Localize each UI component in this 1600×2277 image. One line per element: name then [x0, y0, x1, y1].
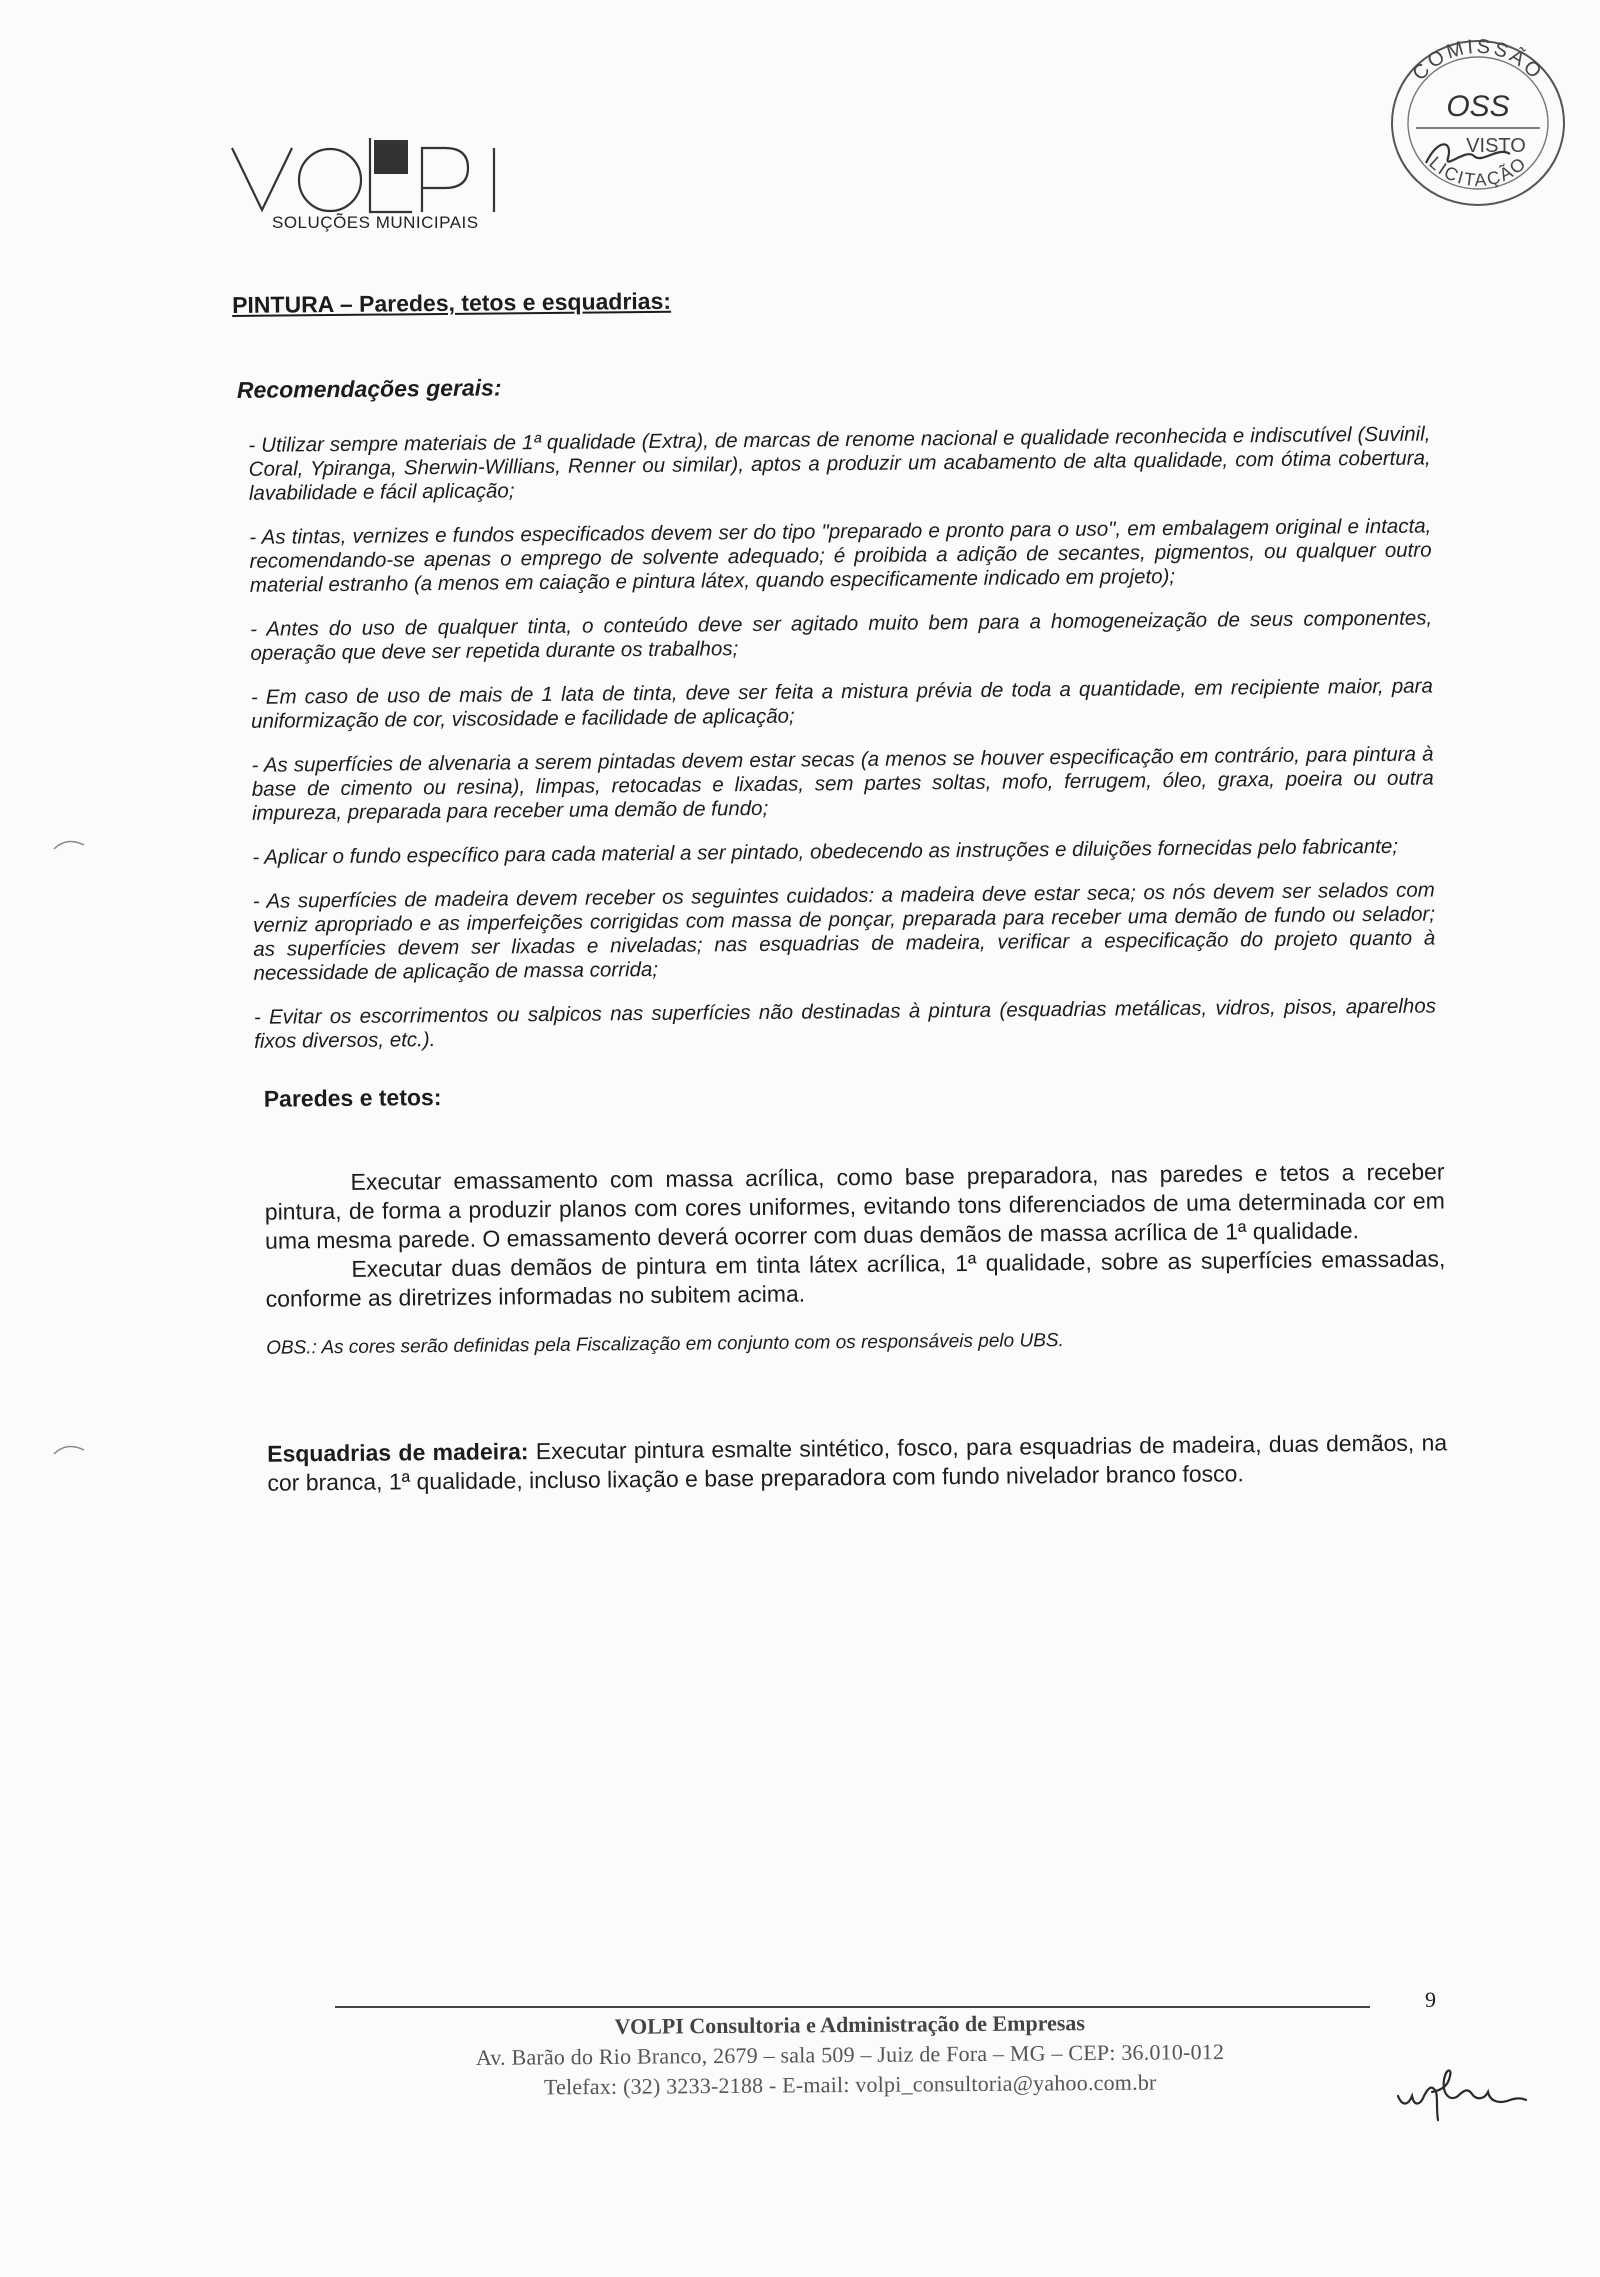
- recommendation-item: - As tintas, vernizes e fundos especificados devem ser do tipo "preparado e pronto para o uso", em embalagem original e intacta, recomendando-se apenas o emprego de solvente adequado; é proibida a adição de secantes, pigmentos, ou qualquer outro material estranho (a menos em caiação e pintura látex, quando especificamente indicado em projeto);: [249, 514, 1432, 597]
- footer: [330, 2006, 1371, 2102]
- walls-ceilings-title: Paredes e tetos:: [263, 1084, 442, 1112]
- walls-paragraph: Executar emassamento com massa acrílica, como base preparadora, nas paredes e tetos a receber pintura, de forma a produzir planos com cores uniformes, evitando tons diferenciados de uma determinada cor em uma mesma parede. O emassamento deverá ocorrer com duas demãos de massa acrílica de 1ª qualidade.: [264, 1158, 1445, 1254]
- observation-note: OBS.: As cores serão definidas pela Fiscalização em conjunto com os responsáveis pelo UBS.: [266, 1330, 1064, 1359]
- recommendation-item: - Antes do uso de qualquer tinta, o conteúdo deve ser agitado muito bem para a homogeneização de seus componentes, operação que deve ser repetida durante os trabalhos;: [250, 606, 1433, 665]
- svg-text:COMISSÃO: COMISSÃO: [1408, 35, 1548, 85]
- commission-stamp: [1378, 28, 1578, 218]
- footer-address: Av. Barão do Rio Branco, 2679 – sala 509 – Juiz de Fora – MG – CEP: 36.010-012: [475, 2039, 1225, 2070]
- handwritten-signature: [1392, 2062, 1532, 2132]
- walls-paragraph: Executar duas demãos de pintura em tinta látex acrílica, 1ª qualidade, sobre as superfícies emassadas, conforme as diretrizes informadas no subitem acima.: [265, 1245, 1446, 1312]
- recommendation-item: - Em caso de uso de mais de 1 lata de tinta, deve ser feita a mistura prévia de toda a quantidade, em recipiente maior, para uniformização de cor, viscosidade e facilidade de aplicação;: [250, 674, 1433, 733]
- wood-frames-label: Esquadrias de madeira:: [267, 1438, 529, 1467]
- svg-text:VISTO: VISTO: [1466, 135, 1526, 157]
- page-number: 9: [1425, 1987, 1436, 2012]
- footer-contact: Telefax: (32) 3233-2188 - E-mail: volpi_consultoria@yahoo.com.br: [543, 2069, 1157, 2100]
- footer-company: VOLPI Consultoria e Administração de Empresas: [614, 2010, 1086, 2039]
- recommendation-item: - Evitar os escorrimentos ou salpicos nas superfícies não destinadas à pintura (esquadrias metálicas, vidros, pisos, aparelhos fixos diversos, etc.).: [253, 994, 1437, 1053]
- section-title: PINTURA – Paredes, tetos e esquadrias:: [232, 287, 672, 318]
- scan-mark: [50, 835, 90, 855]
- scan-mark: [50, 1440, 90, 1460]
- wood-frames-paragraph: [267, 1428, 1448, 1497]
- recommendation-item: - As superfícies de alvenaria a serem pintadas devem estar secas (a menos se houver especificação em contrário, para pintura à base de cimento ou resina), limpas, retocadas e lixadas, sem partes soltas, mofo, ferrugem, óleo, graxa, poeira ou outra impureza, preparada para receber uma demão de fundo;: [251, 742, 1434, 825]
- svg-text:OSS: OSS: [1446, 90, 1510, 123]
- svg-text:LICITAÇÃO: LICITAÇÃO: [1425, 152, 1531, 191]
- wood-frames-text: Executar pintura esmalte sintético, fosco, para esquadrias de madeira, duas demãos, na cor branca, 1ª qualidade, incluso lixação e base preparadora com fundo nivelador branco fosco.: [267, 1429, 1448, 1496]
- recommendation-item: - Utilizar sempre materiais de 1ª qualidade (Extra), de marcas de renome nacional e qualidade reconhecida e indiscutível (Suvinil, Coral, Ypiranga, Sherwin-Willians, Renner ou similar), aptos a produzir um acabamento de alta qualidade, com ótima cobertura, lavabilidade e fácil aplicação;: [248, 422, 1431, 505]
- recommendation-item: - As superfícies de madeira devem receber os seguintes cuidados: a madeira deve estar seca; os nós devem ser selados com verniz apropriado e as imperfeições corrigidas com massa de ponçar, preparada para receber uma demão de fundo ou selador; as superfícies devem ser lixadas e niveladas; nas esquadrias de madeira, verificar a especificação do projeto quanto à necessidade de aplicação de massa corrida;: [252, 878, 1436, 985]
- document-body: [232, 280, 1448, 1497]
- recommendations-title: Recomendações gerais:: [236, 374, 502, 403]
- logo-subtitle: SOLUÇÕES MUNICIPAIS: [272, 213, 479, 232]
- recommendation-item: - Aplicar o fundo específico para cada material a ser pintado, obedecendo as instruções e diluições fornecidas pelo fabricante;: [252, 834, 1399, 869]
